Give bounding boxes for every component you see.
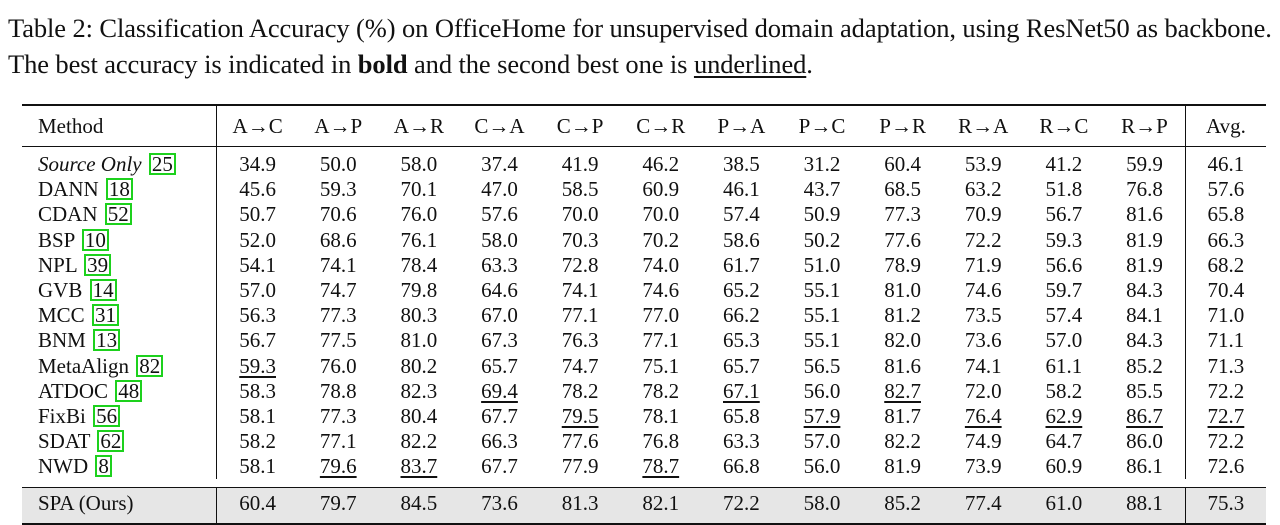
accuracy-cell: 77.3 (884, 202, 921, 227)
accuracy-cell: 75.1 (642, 353, 680, 378)
citation-link[interactable]: 31 (92, 304, 119, 326)
accuracy-cell: 62.9 (1045, 403, 1083, 428)
accuracy-cell: 59.7 (1045, 278, 1083, 303)
accuracy-cell: 45.6 (217, 177, 298, 202)
accuracy-cell: 70.2 (642, 227, 680, 252)
accuracy-cell: 86.1 (1126, 454, 1163, 479)
accuracy-cell: 74.6 (964, 278, 1002, 303)
accuracy-cell: 57.0 (1045, 328, 1083, 353)
accuracy-cell: 81.7 (884, 403, 921, 428)
accuracy-cell: 79.8 (400, 278, 438, 303)
method-name: MCC (38, 303, 85, 328)
accuracy-cell: 86.7 (1126, 403, 1163, 428)
accuracy-cell: 58.3 (217, 379, 298, 404)
method-name: DANN (38, 177, 99, 202)
spacer-row (22, 479, 1266, 488)
accuracy-cell: 81.6 (884, 353, 921, 378)
avg-cell: 72.7 (1185, 404, 1266, 429)
avg-cell: 71.1 (1185, 328, 1266, 353)
accuracy-cell: 67.0 (481, 303, 518, 328)
accuracy-cell: 81.9 (1126, 252, 1163, 277)
accuracy-cell: 84.5 (400, 491, 438, 516)
table-caption (8, 10, 1274, 82)
accuracy-cell: 70.0 (561, 202, 599, 227)
method-cell (22, 404, 217, 429)
avg-cell: 71.0 (1185, 303, 1266, 328)
accuracy-cell: 50.7 (217, 202, 298, 227)
accuracy-cell: 76.8 (642, 429, 680, 454)
accuracy-cell: 66.8 (723, 454, 760, 479)
header-task: A→R (393, 114, 444, 138)
accuracy-cell: 67.1 (723, 378, 760, 403)
accuracy-cell: 73.6 (481, 491, 518, 516)
method-name: CDAN (38, 202, 98, 227)
accuracy-cell: 67.7 (481, 454, 518, 479)
method-name: NWD (38, 454, 89, 479)
method-name: FixBi (38, 403, 86, 428)
accuracy-cell: 68.5 (884, 177, 921, 202)
method-name: BSP (38, 227, 75, 252)
results-table (22, 104, 1266, 525)
accuracy-cell: 88.1 (1126, 491, 1163, 516)
accuracy-cell: 58.1 (217, 454, 298, 479)
accuracy-cell: 67.7 (481, 403, 518, 428)
accuracy-cell: 73.5 (964, 303, 1002, 328)
accuracy-cell: 51.0 (803, 252, 841, 277)
accuracy-cell: 65.7 (723, 353, 760, 378)
accuracy-cell: 61.1 (1045, 353, 1083, 378)
method-cell (22, 454, 217, 479)
accuracy-cell: 81.6 (1126, 202, 1163, 227)
table-row (22, 379, 1266, 404)
accuracy-cell: 58.0 (400, 152, 438, 177)
accuracy-cell: 37.4 (481, 152, 518, 177)
accuracy-cell: 60.9 (642, 177, 680, 202)
citation-link[interactable]: 62 (97, 430, 124, 452)
accuracy-cell: 47.0 (481, 177, 518, 202)
accuracy-cell: 78.1 (642, 403, 680, 428)
accuracy-cell: 57.4 (1045, 303, 1083, 328)
accuracy-cell: 72.0 (964, 378, 1002, 403)
citation-link[interactable]: 18 (106, 178, 133, 200)
table-row (22, 454, 1266, 479)
accuracy-cell: 57.0 (803, 429, 841, 454)
header-row (22, 105, 1266, 147)
accuracy-cell: 78.2 (642, 378, 680, 403)
header-avg: Avg. (1185, 105, 1266, 147)
accuracy-cell: 77.1 (319, 429, 357, 454)
accuracy-cell: 78.8 (319, 378, 357, 403)
accuracy-cell: 81.2 (884, 303, 921, 328)
accuracy-cell: 81.0 (400, 328, 438, 353)
accuracy-cell: 59.3 (319, 177, 357, 202)
accuracy-cell: 77.3 (319, 403, 357, 428)
accuracy-cell: 81.3 (561, 491, 599, 516)
accuracy-cell: 53.9 (964, 152, 1002, 177)
table-row (22, 278, 1266, 303)
accuracy-cell: 41.2 (1045, 152, 1083, 177)
accuracy-cell: 76.0 (400, 202, 438, 227)
accuracy-cell: 41.9 (561, 152, 599, 177)
accuracy-cell: 79.6 (319, 454, 357, 479)
avg-cell: 57.6 (1185, 177, 1266, 202)
avg-cell: 72.2 (1185, 379, 1266, 404)
method-cell (22, 278, 217, 303)
avg-cell: 75.3 (1185, 488, 1266, 525)
accuracy-cell: 56.3 (217, 303, 298, 328)
table-row (22, 147, 1266, 178)
avg-cell: 66.3 (1185, 228, 1266, 253)
method-cell-ours: SPA (Ours) (38, 491, 134, 516)
accuracy-cell: 76.4 (964, 403, 1002, 428)
accuracy-cell: 50.2 (803, 227, 841, 252)
accuracy-cell: 58.2 (1045, 378, 1083, 403)
accuracy-cell: 82.2 (884, 429, 921, 454)
header-task: R→A (958, 114, 1009, 138)
method-name: NPL (38, 252, 77, 277)
table-row (22, 253, 1266, 278)
table-row (22, 177, 1266, 202)
header-task: A→C (217, 105, 298, 147)
method-name: MetaAlign (38, 353, 129, 378)
method-name: SDAT (38, 429, 91, 454)
accuracy-cell: 71.9 (964, 252, 1002, 277)
accuracy-cell: 82.3 (400, 378, 438, 403)
accuracy-cell: 83.7 (400, 454, 438, 479)
accuracy-cell: 84.3 (1126, 328, 1163, 353)
method-cell (22, 354, 217, 379)
accuracy-cell: 72.2 (723, 491, 760, 516)
accuracy-cell: 63.3 (723, 429, 760, 454)
accuracy-cell: 70.9 (964, 202, 1002, 227)
table-row (22, 429, 1266, 454)
accuracy-cell: 61.7 (723, 252, 760, 277)
accuracy-cell: 81.9 (1126, 227, 1163, 252)
accuracy-cell: 38.5 (723, 152, 760, 177)
table-row (22, 303, 1266, 328)
accuracy-cell: 74.1 (964, 353, 1002, 378)
accuracy-cell: 85.2 (1126, 353, 1163, 378)
accuracy-cell: 68.6 (319, 227, 357, 252)
accuracy-cell: 56.0 (803, 454, 841, 479)
citation-link[interactable]: 13 (93, 329, 120, 351)
caption-text-middle: and the second best one is (407, 49, 694, 79)
accuracy-cell: 34.9 (217, 147, 298, 178)
avg-cell: 72.6 (1185, 454, 1266, 479)
accuracy-cell: 78.7 (642, 454, 680, 479)
accuracy-cell: 58.2 (217, 429, 298, 454)
accuracy-cell: 77.9 (561, 454, 599, 479)
accuracy-cell: 77.1 (642, 328, 680, 353)
accuracy-cell: 82.7 (884, 378, 921, 403)
accuracy-cell: 78.9 (884, 252, 921, 277)
accuracy-cell: 85.5 (1126, 378, 1163, 403)
table-row (22, 202, 1266, 227)
accuracy-cell: 74.6 (642, 278, 680, 303)
accuracy-cell: 74.1 (319, 252, 357, 277)
accuracy-cell: 63.2 (964, 177, 1002, 202)
avg-cell: 46.1 (1185, 147, 1266, 178)
accuracy-cell: 46.2 (642, 152, 680, 177)
accuracy-cell: 57.9 (803, 403, 841, 428)
accuracy-cell: 60.4 (884, 152, 921, 177)
avg-cell: 71.3 (1185, 354, 1266, 379)
spacer-cell (22, 479, 1266, 488)
accuracy-cell: 81.9 (884, 454, 921, 479)
accuracy-cell: 51.8 (1045, 177, 1083, 202)
method-cell (22, 328, 217, 353)
accuracy-cell: 58.0 (803, 491, 841, 516)
method-cell (22, 253, 217, 278)
header-task: C→P (556, 114, 604, 138)
accuracy-cell: 70.3 (561, 227, 599, 252)
method-cell (22, 177, 217, 202)
accuracy-cell: 59.3 (217, 354, 298, 379)
avg-cell: 68.2 (1185, 253, 1266, 278)
accuracy-cell: 57.0 (217, 278, 298, 303)
citation-link[interactable]: 52 (105, 203, 132, 225)
accuracy-cell: 50.9 (803, 202, 841, 227)
accuracy-cell: 73.9 (964, 454, 1002, 479)
accuracy-cell: 58.0 (481, 227, 518, 252)
accuracy-cell: 80.4 (400, 403, 438, 428)
citation-link[interactable]: 39 (84, 254, 111, 276)
accuracy-cell: 80.3 (400, 303, 438, 328)
accuracy-cell: 31.2 (803, 152, 841, 177)
caption-underlined-word: underlined (693, 49, 807, 79)
accuracy-cell: 67.3 (481, 328, 518, 353)
accuracy-cell: 61.0 (1045, 491, 1083, 516)
accuracy-cell: 60.9 (1045, 454, 1083, 479)
accuracy-cell: 82.1 (642, 491, 680, 516)
accuracy-cell: 58.6 (723, 227, 760, 252)
accuracy-cell: 82.0 (884, 328, 921, 353)
accuracy-cell: 63.3 (481, 252, 518, 277)
method-cell (22, 202, 217, 227)
accuracy-cell: 56.7 (1045, 202, 1083, 227)
method-name: Source Only (38, 152, 142, 177)
accuracy-cell: 60.4 (217, 488, 298, 525)
accuracy-cell: 77.3 (319, 303, 357, 328)
accuracy-cell: 80.2 (400, 353, 438, 378)
citation-link[interactable]: 10 (82, 229, 109, 251)
accuracy-cell: 85.2 (884, 491, 921, 516)
accuracy-cell: 73.6 (964, 328, 1002, 353)
accuracy-cell: 56.5 (803, 353, 841, 378)
table-row (22, 404, 1266, 429)
accuracy-cell: 65.7 (481, 353, 518, 378)
accuracy-cell: 65.3 (723, 328, 760, 353)
accuracy-cell: 56.7 (217, 328, 298, 353)
caption-bold-word: bold (357, 49, 408, 79)
method-cell (22, 147, 217, 178)
accuracy-cell: 56.6 (1045, 252, 1083, 277)
accuracy-cell: 55.1 (803, 303, 841, 328)
accuracy-cell: 58.1 (217, 404, 298, 429)
accuracy-cell: 46.1 (723, 177, 760, 202)
accuracy-cell: 77.0 (642, 303, 680, 328)
accuracy-cell: 72.8 (561, 252, 599, 277)
ours-row (22, 488, 1266, 525)
avg-cell: 70.4 (1185, 278, 1266, 303)
accuracy-cell: 81.0 (884, 278, 921, 303)
accuracy-cell: 74.9 (964, 429, 1002, 454)
citation-link[interactable]: 56 (93, 405, 120, 427)
accuracy-cell: 52.0 (217, 228, 298, 253)
accuracy-cell: 43.7 (803, 177, 841, 202)
accuracy-cell: 77.1 (561, 303, 599, 328)
accuracy-cell: 79.7 (319, 491, 357, 516)
header-task: C→A (474, 114, 525, 138)
header-task: R→P (1121, 114, 1168, 138)
table-row (22, 354, 1266, 379)
citation-link[interactable]: 25 (149, 153, 176, 175)
accuracy-cell: 76.1 (400, 227, 438, 252)
table-row (22, 228, 1266, 253)
accuracy-cell: 59.3 (1045, 227, 1083, 252)
citation-link[interactable]: 14 (90, 279, 117, 301)
accuracy-cell: 70.0 (642, 202, 680, 227)
method-cell (22, 379, 217, 404)
accuracy-cell: 55.1 (803, 328, 841, 353)
header-task: P→C (798, 114, 846, 138)
header-method: Method (38, 114, 104, 138)
accuracy-cell: 50.0 (319, 152, 357, 177)
accuracy-cell: 86.0 (1126, 429, 1163, 454)
header-task: A→P (314, 114, 363, 138)
accuracy-cell: 70.1 (400, 177, 438, 202)
accuracy-cell: 82.2 (400, 429, 438, 454)
accuracy-cell: 77.6 (561, 429, 599, 454)
accuracy-cell: 55.1 (803, 278, 841, 303)
accuracy-cell: 69.4 (481, 378, 518, 403)
citation-link[interactable]: 48 (115, 380, 142, 402)
accuracy-cell: 70.6 (319, 202, 357, 227)
table-row (22, 328, 1266, 353)
accuracy-cell: 84.1 (1126, 303, 1163, 328)
method-name: GVB (38, 278, 83, 303)
header-task: C→R (636, 114, 686, 138)
accuracy-cell: 76.3 (561, 328, 599, 353)
accuracy-cell: 72.2 (964, 227, 1002, 252)
accuracy-cell: 79.5 (561, 403, 599, 428)
accuracy-cell: 76.0 (319, 353, 357, 378)
accuracy-cell: 57.6 (481, 202, 518, 227)
accuracy-cell: 54.1 (217, 253, 298, 278)
accuracy-cell: 76.8 (1126, 177, 1163, 202)
accuracy-cell: 78.4 (400, 252, 438, 277)
accuracy-cell: 66.3 (481, 429, 518, 454)
accuracy-cell: 57.4 (723, 202, 760, 227)
accuracy-cell: 56.0 (803, 378, 841, 403)
accuracy-cell: 74.7 (319, 278, 357, 303)
accuracy-cell: 74.1 (561, 278, 599, 303)
accuracy-cell: 78.2 (561, 378, 599, 403)
citation-link[interactable]: 8 (95, 455, 112, 477)
accuracy-cell: 59.9 (1126, 152, 1163, 177)
accuracy-cell: 77.4 (964, 491, 1002, 516)
citation-link[interactable]: 82 (136, 355, 163, 377)
caption-suffix: . (806, 49, 813, 79)
accuracy-cell: 65.2 (723, 278, 760, 303)
accuracy-cell: 77.6 (884, 227, 921, 252)
accuracy-cell: 77.5 (319, 328, 357, 353)
header-task: P→R (879, 114, 926, 138)
method-cell (22, 429, 217, 454)
avg-cell: 72.2 (1185, 429, 1266, 454)
caption-text: Table 2: Classification Accuracy (%) on OfficeHome for unsupervised domain adaptation, using ResNet50 as backbone. The best accuracy is indicated in (8, 13, 1272, 79)
method-name: BNM (38, 328, 86, 353)
accuracy-cell: 64.6 (481, 278, 518, 303)
header-task: P→A (717, 114, 766, 138)
accuracy-cell: 66.2 (723, 303, 760, 328)
header-task: R→C (1039, 114, 1089, 138)
method-cell (22, 228, 217, 253)
avg-cell: 65.8 (1185, 202, 1266, 227)
accuracy-cell: 74.7 (561, 353, 599, 378)
accuracy-cell: 84.3 (1126, 278, 1163, 303)
accuracy-cell: 64.7 (1045, 429, 1083, 454)
accuracy-cell: 58.5 (561, 177, 599, 202)
method-name: ATDOC (38, 378, 109, 403)
method-cell (22, 303, 217, 328)
table-body (22, 147, 1266, 525)
accuracy-cell: 74.0 (642, 252, 680, 277)
accuracy-cell: 65.8 (723, 403, 760, 428)
